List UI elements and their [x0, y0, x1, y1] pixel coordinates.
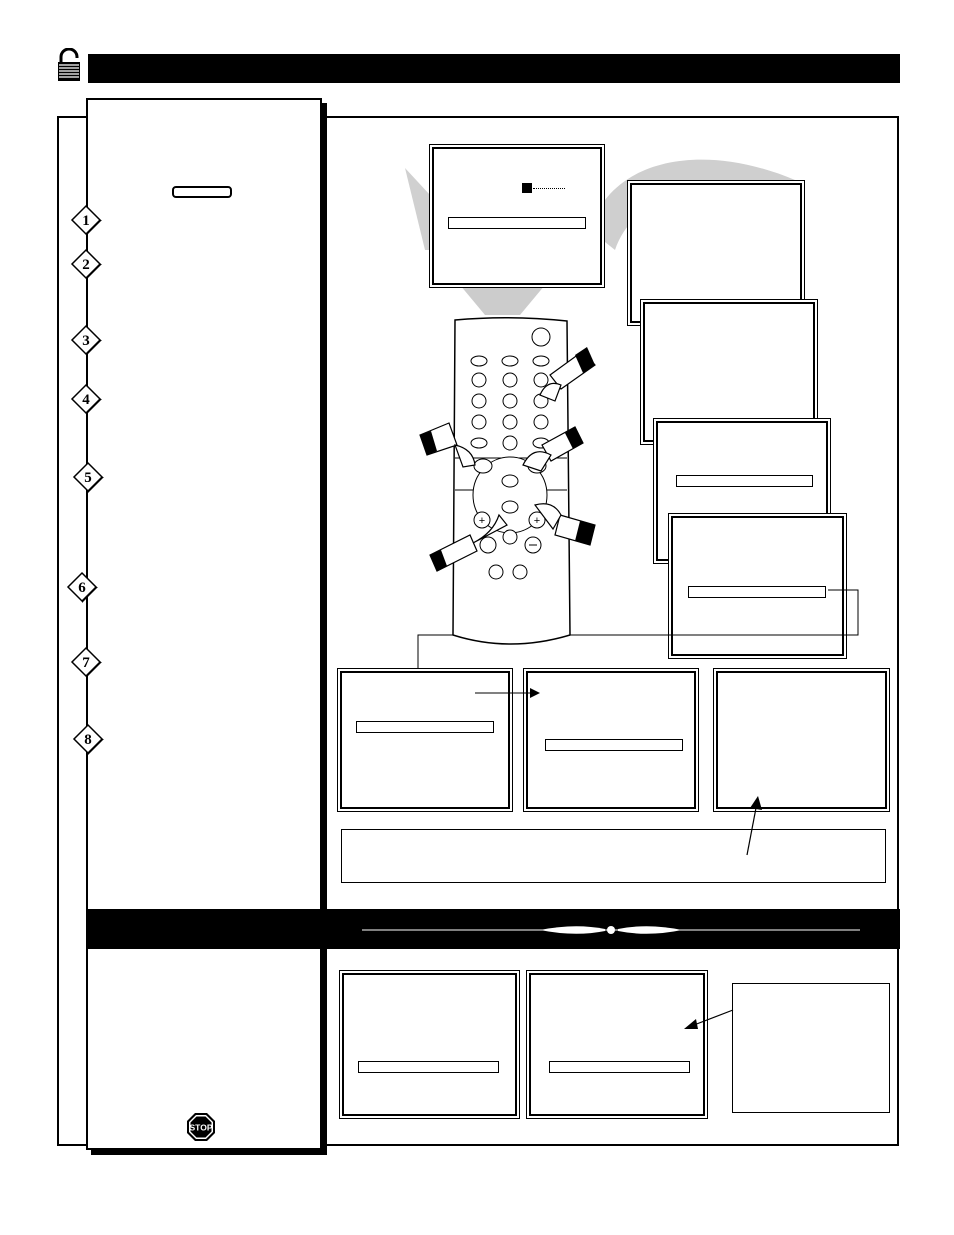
tv-screen-top [432, 147, 602, 285]
menu-highlight-bar [358, 1061, 499, 1073]
step-4-diamond [69, 382, 103, 416]
step-number: 6 [78, 580, 86, 596]
step-number: 5 [84, 470, 92, 486]
step-number: 3 [82, 333, 90, 349]
step-7-diamond [69, 645, 103, 679]
instructions-sidebar [86, 98, 322, 1150]
header-bar [88, 54, 900, 83]
tv-screen-bottom-2 [529, 973, 705, 1116]
menu-highlight-bar [448, 217, 586, 229]
tv-screen-bottom-1 [342, 973, 517, 1116]
step-number: 8 [84, 732, 92, 748]
decorative-divider [360, 920, 865, 940]
side-note-box [732, 983, 890, 1113]
svg-text:+: + [533, 515, 541, 527]
arrow-right [470, 683, 550, 703]
padlock-icon [56, 48, 82, 82]
step-number: 4 [82, 392, 90, 408]
tv-screen-row-3 [716, 671, 887, 809]
step-number: 2 [82, 257, 90, 273]
menu-highlight-bar [549, 1061, 690, 1073]
cursor-block-icon [522, 183, 532, 193]
stop-sign-icon [186, 1112, 216, 1142]
step-connector-line [86, 232, 87, 760]
button-pill-icon [172, 186, 232, 198]
step-number: 7 [82, 655, 90, 671]
step-8-diamond [71, 722, 105, 756]
step-6-diamond [65, 570, 99, 604]
step-3-diamond [69, 323, 103, 357]
menu-highlight-bar [545, 739, 683, 751]
step-2-diamond [69, 247, 103, 281]
dotted-line [533, 188, 565, 189]
note-box [341, 829, 886, 883]
arrow-left [678, 1005, 738, 1035]
remote-control-graphic [415, 315, 615, 655]
svg-text:STOP: STOP [189, 1122, 213, 1133]
menu-highlight-bar [356, 721, 494, 733]
svg-text:+: + [478, 515, 486, 527]
step-5-diamond [71, 460, 105, 494]
tv-screen-row-2 [526, 671, 696, 809]
menu-highlight-bar [676, 475, 813, 487]
step-1-diamond [69, 203, 103, 237]
step-number: 1 [82, 213, 90, 229]
